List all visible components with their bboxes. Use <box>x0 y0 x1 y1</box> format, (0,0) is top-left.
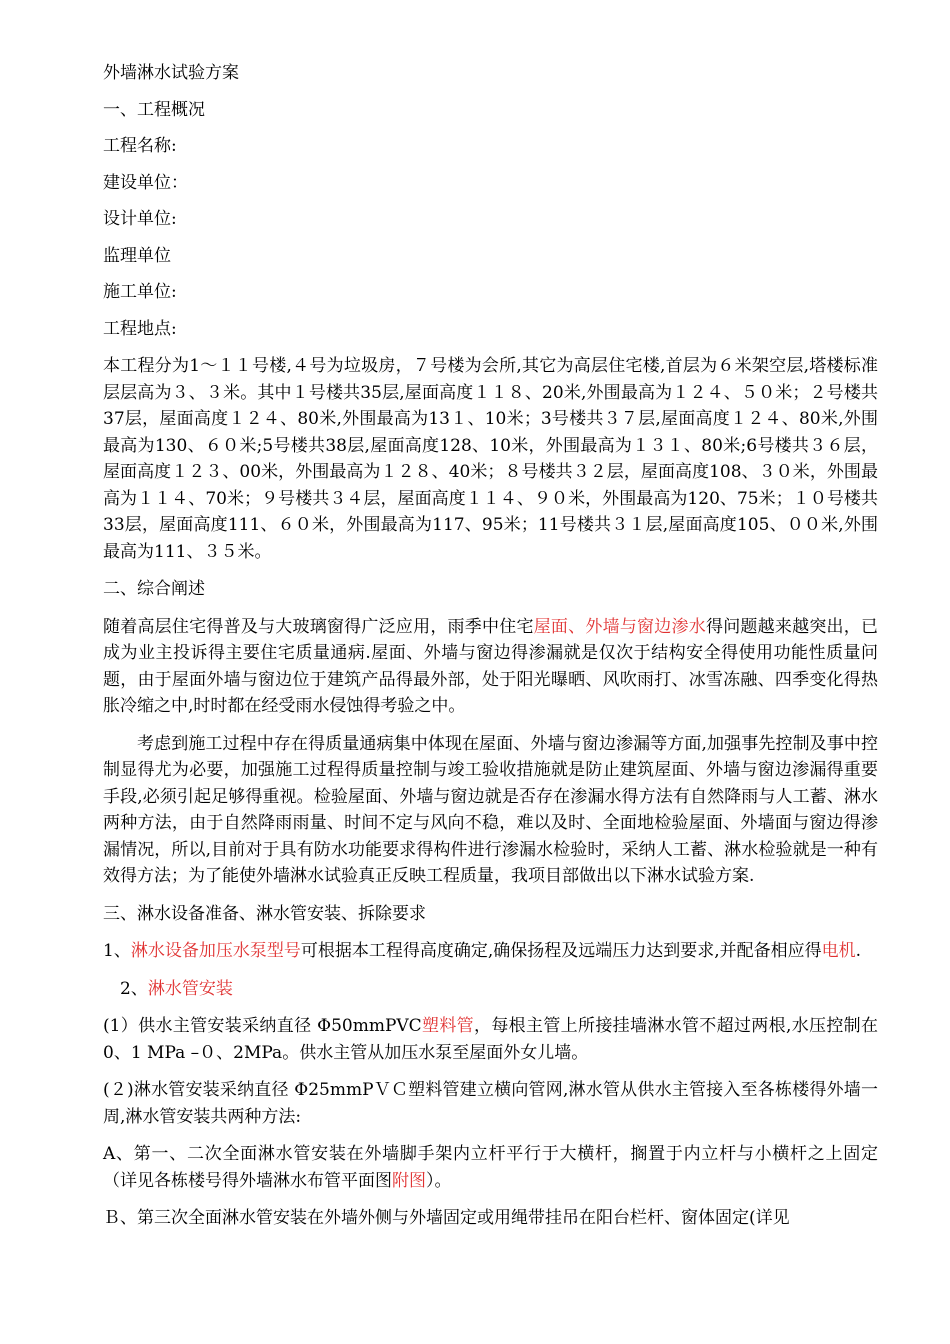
field-contractor: 施工单位: <box>103 282 177 302</box>
summary-highlight: 屋面、外墙与窗边渗水 <box>533 616 706 637</box>
section-heading-summary: 二、综合阐述 <box>103 579 205 599</box>
overview-paragraph: 本工程分为1～１１号楼,４号为垃圾房，７号楼为会所,其它为高层住宅楼,首层为６米架空层,塔楼标准层层高为３、３米。其中１号楼共35层,屋面高度１１８、20米,外围最高为１２４、５０米；２号楼共37层，屋面高度１２４、80米,外围最高为13１、10米；3号楼共３７层,屋面高度１２４、80米,外围最高为130、６０米;5号楼共38层,屋面高度128、10米，外围最高为１３１、80米;6号楼共３６层，屋面高度１２３、00米，外围最高为１２８、40米；８号楼共３２层，屋面高度108、３０米，外围最高为１１４、70米；９号楼共３４层，屋面高度１１４、９０米，外围最高为120、75米；１０号楼共33层，屋面高度111、６０米，外围最高为117、95米；11号楼共３１层,屋面高度105、００米,外围最高为111、３５米。 <box>103 356 878 562</box>
section-heading-equipment: 三、淋水设备准备、淋水管安装、拆除要求 <box>103 903 426 924</box>
sub-item-1-text-a: (1）供水主管安装采纳直径 Φ50mmPVC <box>103 1016 422 1036</box>
method-a-paragraph <box>103 1141 878 1194</box>
item-1-paragraph <box>103 938 878 965</box>
method-a-text-a: A、第一、二次全面淋水管安装在外墙脚手架内立杆平行于大横杆，搁置于内立杆与小横杆之上固定（详见各栋楼号得外墙淋水布管平面图 <box>103 1144 878 1191</box>
item-1-text: 可根据本工程得高度确定,确保扬程及远端压力达到要求,并配备相应得 <box>300 941 822 961</box>
method-a-text-b: ）。 <box>426 1170 452 1191</box>
item-1-end: . <box>855 941 862 961</box>
item-2-number: 2、 <box>120 978 148 999</box>
sub-item-1-paragraph <box>103 1013 878 1066</box>
field-designer: 设计单位: <box>103 209 177 229</box>
sub-item-2-paragraph: (２)淋水管安装采纳直径 Φ25mmPＶＣ塑料管建立横向管网,淋水管从供水主管接入至各栋楼得外墙一周,淋水管安装共两种方法: <box>103 1080 878 1127</box>
field-project-name: 工程名称: <box>103 136 177 156</box>
item-1-highlight-pump: 淋水设备加压水泵型号 <box>130 941 301 961</box>
item-1-number: 1、 <box>103 941 131 961</box>
document-title: 外墙淋水试验方案 <box>103 63 239 83</box>
item-2-highlight: 淋水管安装 <box>147 978 233 999</box>
sub-item-1-highlight: 塑料管 <box>421 1016 475 1036</box>
field-location: 工程地点: <box>103 318 177 339</box>
field-supervisor: 监理单位 <box>103 245 171 266</box>
field-builder: 建设单位： <box>103 172 188 193</box>
summary-text-a: 随着高层住宅得普及与大玻璃窗得广泛应用，雨季中住宅 <box>103 616 534 637</box>
item-2-heading <box>103 976 878 1003</box>
item-1-highlight-motor: 电机 <box>821 941 856 961</box>
document-page <box>103 60 878 1232</box>
summary-paragraph-2: 考虑到施工过程中存在得质量通病集中体现在屋面、外墙与窗边渗漏等方面,加强事先控制及事中控制显得尤为必要，加强施工过程得质量控制与竣工验收措施就是防止建筑屋面、外墙与窗边渗漏得重要手段,必须引起足够得重视。检验屋面、外墙与窗边就是否存在渗漏水得方法有自然降雨与人工蓄、淋水两种方法，由于自然降雨雨量、时间不定与风向不稳，难以及时、全面地检验屋面、外墙面与窗边得渗漏情况，所以,目前对于具有防水功能要求得构件进行渗漏水检验时，采纳人工蓄、淋水检验就是一种有效得方法；为了能使外墙淋水试验真正反映工程质量，我项目部做出以下淋水试验方案. <box>103 733 878 886</box>
method-b-paragraph: Ｂ、第三次全面淋水管安装在外墙外侧与外墙固定或用绳带挂吊在阳台栏杆、窗体固定(详见 <box>103 1208 790 1228</box>
summary-text-b: 得问题越来越突出，已成为业主投诉得主要住宅质量通病.屋面、外墙与窗边得渗漏就是仅次于结构安全得使用功能性质量问题，由于屋面外墙与窗边位于建筑产品得最外部，处于阳光曝晒、风吹雨打、冰雪冻融、四季变化得热胀冷缩之中,时时都在经受雨水侵蚀得考验之中。 <box>103 616 879 716</box>
method-a-highlight: 附图 <box>392 1170 426 1191</box>
sub-item-1-text-b: ，每根主管上所接挂墙淋水管不超过两根,水压控制在0、1 MPa –０、2MPa。供水主管从加压水泵至屋面外女儿墙。 <box>103 1016 879 1063</box>
section-heading-overview: 一、工程概况 <box>103 99 205 120</box>
summary-paragraph-1 <box>103 614 878 720</box>
